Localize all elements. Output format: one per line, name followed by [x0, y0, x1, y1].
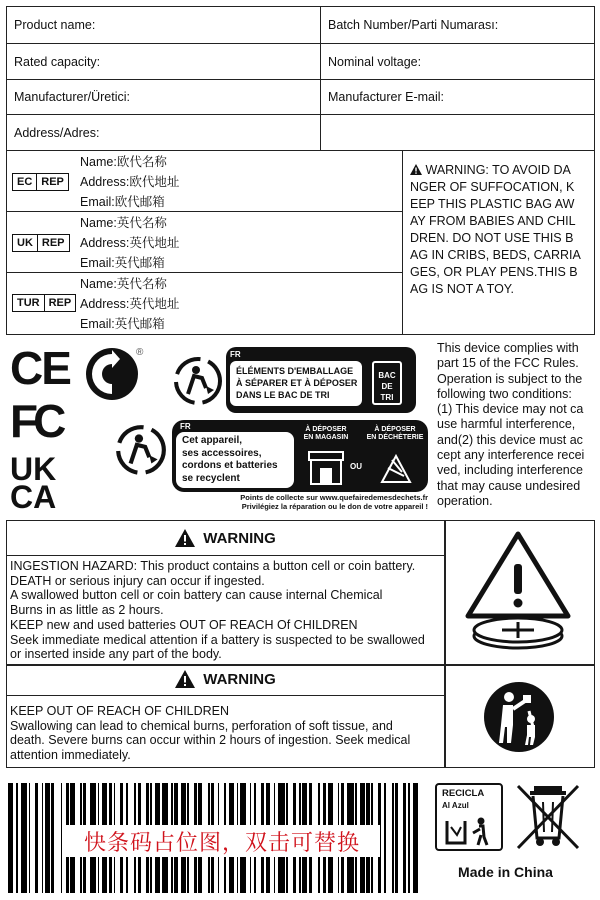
barcode-bar [392, 783, 394, 893]
barcode-bar [29, 783, 31, 893]
recicla-title: RECICLA [442, 788, 485, 799]
warning-line: or inserted inside any part of the body. [10, 647, 222, 662]
device-line: cordons et batteries [182, 460, 278, 471]
warning-header [6, 526, 445, 550]
tur-rep-badge [12, 293, 76, 312]
manufacturer-email-label: Manufacturer E-mail: [328, 90, 445, 104]
warning-triangle-icon [175, 670, 195, 688]
bag-warning-line: NGER OF SUFFOCATION, K [410, 180, 575, 194]
fr-badge: FR [180, 422, 191, 431]
barcode-bar [42, 783, 44, 893]
packaging-text [236, 365, 357, 401]
bag-warning-line: AG IS NOT A TOY. [410, 282, 514, 296]
fcc-line: operation. [437, 493, 493, 508]
bag-warning-text [410, 162, 592, 298]
rep-email: Email:英代邮箱 [80, 317, 165, 331]
bag-warning-line: WARNING: TO AVOID DA [410, 162, 592, 179]
warning-line: A swallowed button cell or coin battery can cause internal Chemical [10, 588, 383, 603]
store-icon [306, 446, 346, 486]
ec-rep-badge [12, 172, 69, 191]
manufacturer-email-cell [320, 79, 595, 115]
warning-title: WARNING [203, 529, 276, 547]
green-dot-icon [84, 346, 140, 402]
bag-warning-line: DREN. DO NOT USE THIS B [410, 231, 574, 245]
rep-name: Name:英代名称 [80, 277, 167, 291]
rep-name: Name:欧代名称 [80, 155, 167, 169]
fcc-line: that may cause undesired [437, 478, 581, 493]
fc-mark: FC [10, 395, 62, 447]
address-label: Address/Adres: [14, 125, 100, 140]
barcode-bar [51, 783, 54, 893]
rep-address: Address:欧代地址 [80, 175, 180, 189]
warning-line: KEEP new and used batteries OUT OF REACH Of CHILDREN [10, 617, 358, 632]
batch-number-label: Batch Number/Parti Numarası: [328, 18, 499, 32]
dump-label: EN DÉCHÈTERIE [366, 434, 424, 441]
packaging-line: ÉLÉMENTS D'EMBALLAGE [236, 366, 354, 376]
warning-triangle-icon [175, 529, 195, 547]
rep-badge-left: EC [17, 176, 33, 188]
tur-rep-details [80, 274, 179, 334]
rep-email: Email:欧代邮箱 [80, 195, 165, 209]
product-name-cell [6, 6, 321, 44]
rated-capacity-cell [6, 43, 321, 80]
barcode[interactable] [8, 783, 420, 893]
warning-line: Burns in as little as 2 hours. [10, 603, 164, 618]
uk-rep-badge [12, 233, 70, 252]
warning-title: WARNING [203, 670, 276, 688]
bin-label: BAC [378, 371, 396, 380]
fcc-line: ved, including interference [437, 463, 583, 478]
nominal-voltage-cell [320, 43, 595, 80]
fcc-line: part 15 of the FCC Rules. [437, 356, 579, 371]
rep-badge-left: TUR [17, 297, 40, 309]
weee-label [172, 420, 428, 492]
ingestion-hazard-text [10, 559, 444, 662]
ukca-ca-text: CA [10, 479, 57, 515]
warning-divider [6, 695, 445, 696]
manufacturer-cell [6, 79, 321, 115]
ce-mark: CE [10, 342, 70, 394]
triman-icon [172, 356, 224, 406]
barcode-bar [45, 783, 50, 893]
barcode-bar [35, 783, 38, 893]
registered-mark: ® [136, 347, 144, 358]
collection-points-text [228, 493, 428, 511]
collection-line: Privilégiez la réparation ou le don de votre appareil ! [241, 502, 428, 511]
rep-divider [6, 211, 403, 212]
warning-header [6, 667, 445, 691]
warning-line: Swallowing can lead to chemical burns, perforation of soft tissue, and [10, 718, 393, 733]
warning-line: Seek immediate medical attention if a battery is suspected to be swallowed [10, 632, 425, 647]
warning-line: INGESTION HAZARD: This product contains a button cell or coin battery. [10, 559, 416, 573]
rep-badge-right: REP [37, 235, 69, 251]
rep-name: Name:英代名称 [80, 216, 167, 230]
barcode-bar [395, 783, 398, 893]
bin-label: DE [381, 382, 393, 391]
barcode-bar [408, 783, 410, 893]
bag-warning-line: GES, OR PLAY PENS.THIS B [410, 265, 578, 279]
fcc-line: following two conditions: [437, 386, 572, 401]
sorting-bin-icon [372, 361, 402, 405]
packaging-label [226, 347, 416, 413]
device-recycle-text [182, 435, 278, 485]
batch-number-cell [320, 6, 595, 44]
dump-drop-label [364, 426, 426, 442]
ukca-mark [10, 451, 57, 515]
device-line: ses accessoires, [182, 447, 262, 459]
rep-divider [6, 272, 403, 273]
rep-badge-right: REP [36, 174, 68, 190]
rep-badge-left: UK [17, 237, 33, 249]
store-label: À DÉPOSER [305, 426, 347, 433]
fcc-line: This device complies with [437, 341, 579, 355]
fcc-line: and(2) this device must ac [437, 432, 583, 447]
barcode-bar [8, 783, 13, 893]
barcode-bar [384, 783, 386, 893]
product-name-label: Product name: [14, 18, 96, 32]
ec-rep-details [80, 152, 179, 212]
store-label: EN MAGASIN [303, 434, 349, 441]
made-in-china-label: Made in China [458, 864, 553, 880]
coin-battery-hazard-icon [462, 528, 574, 656]
recicla-box [435, 783, 503, 851]
fcc-line: (1) This device may not ca [437, 402, 584, 417]
or-label: OU [350, 462, 362, 471]
rep-address: Address:英代地址 [80, 297, 180, 311]
barcode-bar [16, 783, 18, 893]
keep-away-text [10, 704, 444, 763]
crossed-bin-icon [514, 782, 582, 852]
barcode-bar [413, 783, 418, 893]
bin-label: TRI [380, 393, 394, 402]
warning-line: KEEP OUT OF REACH OF CHILDREN [10, 704, 230, 718]
fr-badge: FR [230, 350, 241, 359]
address-cell [6, 114, 321, 151]
dump-label: À DÉPOSER [374, 426, 416, 433]
warning-line: death. Severe burns can occur within 2 hours of ingestion. Seek medical [10, 733, 411, 748]
warning-divider [444, 520, 446, 768]
triman-icon [114, 424, 168, 476]
device-line: se recyclent [182, 472, 240, 484]
fcc-statement [437, 341, 597, 509]
barcode-bar [61, 783, 63, 893]
fcc-line: use harmful interference, [437, 417, 576, 432]
warning-divider [6, 555, 445, 556]
keep-away-from-children-icon [483, 681, 555, 753]
packaging-line: À SÉPARER ET À DÉPOSER [236, 378, 358, 388]
warning-triangle-icon [410, 164, 422, 175]
barcode-bar [403, 783, 406, 893]
device-line: Cet appareil, [182, 435, 243, 446]
address-value-cell [320, 114, 595, 151]
collection-line: Points de collecte sur www.quefairedemesdechets.fr [240, 493, 428, 502]
rated-capacity-label: Rated capacity: [14, 54, 101, 69]
rep-email: Email:英代邮箱 [80, 256, 165, 270]
warning-line: DEATH or serious injury can occur if ingested. [10, 573, 265, 588]
store-drop-label [298, 426, 354, 442]
uk-rep-details [80, 213, 179, 273]
recycling-center-icon [378, 446, 414, 486]
bag-warning-line: AY FROM BABIES AND CHIL [410, 214, 576, 228]
warning-divider [6, 664, 595, 666]
bag-warning-line: EEP THIS PLASTIC BAG AW [410, 197, 575, 211]
bag-warning-line: AG IN CRIBS, BEDS, CARRIA [410, 248, 581, 262]
barcode-placeholder-text: 快条码占位图，双击可替换 [64, 825, 380, 857]
recicla-subtitle: Al Azul [442, 801, 469, 810]
rep-badge-right: REP [44, 295, 76, 311]
recycle-bin-person-icon [443, 815, 497, 847]
warning-line: attention immediately. [10, 748, 131, 763]
barcode-bar [21, 783, 27, 893]
packaging-line: DANS LE BAC DE TRI [236, 390, 330, 400]
fcc-line: cept any interference recei [437, 448, 585, 463]
fcc-line: Operation is subject to the [437, 371, 583, 386]
nominal-voltage-label: Nominal voltage: [328, 54, 422, 69]
ukca-uk-text: UK [10, 451, 57, 487]
manufacturer-label: Manufacturer/Üretici: [14, 90, 131, 104]
rep-address: Address:英代地址 [80, 236, 180, 250]
